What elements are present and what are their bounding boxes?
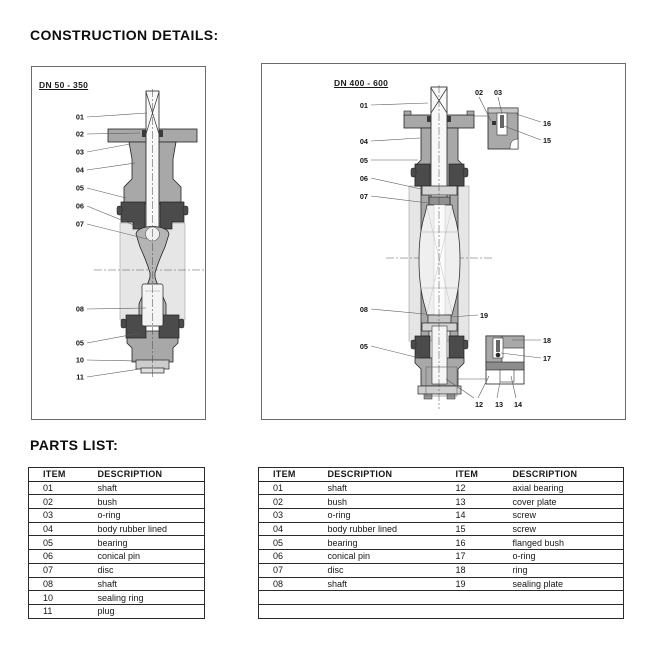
lower-shaft: [432, 326, 447, 384]
column-header: DESCRIPTION: [499, 468, 624, 482]
callout-08: 08: [359, 305, 368, 314]
table-row: [259, 550, 624, 564]
table-cell: 15: [455, 524, 466, 535]
table-cell: 08: [43, 578, 54, 589]
column-header: ITEM: [259, 468, 314, 482]
table-row: [259, 495, 624, 509]
table-cell: shaft: [97, 483, 118, 494]
flange-lip-left: [404, 111, 411, 115]
disc-hub: [429, 197, 450, 205]
table-cell: axial bearing: [512, 483, 564, 494]
table-cell: conical pin: [327, 551, 371, 562]
bush-right: [447, 116, 451, 122]
callout-19: 19: [480, 311, 489, 320]
bush-right: [159, 130, 163, 137]
table-row: [29, 577, 205, 591]
lower-seal-ear-right: [463, 340, 468, 349]
table-row: [29, 522, 205, 536]
table-cell: cover plate: [512, 496, 557, 507]
construction-details-title: CONSTRUCTION DETAILS:: [30, 27, 219, 43]
table-row: [259, 591, 624, 605]
callout-14: 14: [513, 400, 523, 409]
table-cell: screw: [512, 510, 537, 521]
table-cell: 12: [455, 483, 466, 494]
table-cell: ring: [512, 565, 528, 576]
table-row: [259, 563, 624, 577]
table-row: [259, 604, 624, 618]
table-cell: o-ring: [97, 510, 121, 521]
table-cell: 01: [43, 483, 54, 494]
table-cell: 14: [455, 510, 466, 521]
table-row: [259, 481, 624, 495]
header-row: [259, 468, 624, 482]
seal-ear-left: [117, 206, 122, 215]
column-header: ITEM: [29, 468, 84, 482]
table-row: [259, 522, 624, 536]
table-row: [29, 481, 205, 495]
seal-ear-right: [183, 206, 188, 215]
callout-07: 07: [75, 219, 84, 229]
lower-seal-ear-right: [179, 319, 184, 328]
callout-06: 06: [75, 201, 84, 211]
callout-01: 01: [359, 101, 368, 110]
table-cell: bearing: [97, 537, 128, 548]
callout-02: 02: [474, 88, 484, 97]
table-cell: body rubber lined: [97, 524, 168, 535]
table-cell: [442, 591, 499, 605]
table-cell: 10: [43, 592, 54, 603]
o-ring-mark: [492, 121, 496, 125]
column-header: ITEM: [442, 468, 499, 482]
table-cell: 16: [455, 537, 466, 548]
table-row: [29, 495, 205, 509]
callout-04: 04: [359, 137, 368, 146]
table-row: [259, 577, 624, 591]
callout-07: 07: [359, 192, 368, 201]
parts-list-title: PARTS LIST:: [30, 437, 119, 453]
column-header: DESCRIPTION: [84, 468, 205, 482]
table-cell: 06: [43, 551, 54, 562]
table-cell: disc: [97, 565, 114, 576]
screw: [496, 340, 500, 352]
table-cell: [499, 604, 624, 618]
table-cell: 13: [455, 496, 466, 507]
lower-seal-right: [449, 336, 464, 358]
valve-cross-section-dn400-600: [262, 64, 625, 419]
table-cell: bush: [97, 496, 118, 507]
bush-left: [427, 116, 431, 122]
table-cell: bearing: [327, 537, 358, 548]
table-cell: 03: [273, 510, 284, 521]
sealing-plate: [428, 315, 451, 323]
callout-15: 15: [543, 136, 552, 145]
table-cell: sealing ring: [97, 592, 144, 603]
table-row: [29, 604, 205, 618]
table-cell: conical pin: [97, 551, 141, 562]
callouts: [76, 113, 85, 382]
table-cell: 11: [43, 606, 53, 617]
flange-lip-right: [467, 111, 474, 115]
callout-17: 17: [543, 354, 552, 363]
parts-table-dn50-350: [28, 467, 205, 619]
callout-04: 04: [75, 165, 84, 175]
table-cell: 17: [455, 551, 466, 562]
range-label-dn400-600: DN 400 - 600: [334, 78, 389, 88]
lower-seal-left: [415, 336, 430, 358]
upper-seal-left: [415, 164, 430, 186]
table-cell: screw: [512, 524, 537, 535]
table-cell: 07: [43, 565, 54, 576]
table-cell: 01: [273, 483, 284, 494]
callout-08: 08: [75, 304, 84, 314]
table-cell: 19: [455, 578, 466, 589]
table-cell: [314, 591, 442, 605]
table-cell: 04: [273, 524, 284, 535]
screw: [500, 115, 504, 128]
table-cell: body rubber lined: [327, 524, 398, 535]
callout-05b: 05: [75, 338, 84, 348]
bolt-left: [424, 394, 432, 399]
table-cell: [259, 591, 314, 605]
header-row: [29, 468, 205, 482]
column-header: DESCRIPTION: [314, 468, 442, 482]
bush-left: [142, 130, 146, 137]
lower-seal-ear-left: [121, 319, 126, 328]
table-cell: 03: [43, 510, 54, 521]
upper-seal-right: [449, 164, 464, 186]
callout-18: 18: [543, 336, 552, 345]
table-cell: 02: [273, 496, 284, 507]
callout-12: 12: [474, 400, 484, 409]
lower-seal-ear-left: [411, 340, 416, 349]
callout-13: 13: [494, 400, 504, 409]
table-row: [259, 536, 624, 550]
table-cell: [499, 591, 624, 605]
table-cell: 02: [43, 496, 54, 507]
conical-pin-band: [422, 186, 457, 195]
table-cell: shaft: [97, 578, 118, 589]
o-ring-mark: [496, 353, 501, 358]
callout-10: 10: [75, 355, 84, 365]
range-label-dn50-350: DN 50 - 350: [39, 80, 89, 90]
table-cell: 06: [273, 551, 284, 562]
table-row: [29, 550, 205, 564]
table-cell: bush: [327, 496, 348, 507]
callout-05: 05: [75, 183, 84, 193]
table-cell: 05: [273, 537, 284, 548]
table-cell: flanged bush: [512, 537, 565, 548]
callout-01: 01: [75, 112, 84, 122]
callout-16: 16: [543, 119, 552, 128]
table-row: [29, 509, 205, 523]
table-cell: 05: [43, 537, 54, 548]
callout-02: 02: [75, 129, 84, 139]
table-cell: [314, 604, 442, 618]
table-cell: plug: [97, 606, 115, 617]
cover-plate: [418, 386, 461, 394]
valve-cross-section-dn50-350: [32, 67, 205, 419]
table-cell: 04: [43, 524, 54, 535]
seal-ear-right: [463, 168, 468, 177]
seal-ear-left: [411, 168, 416, 177]
table-cell: sealing plate: [512, 578, 564, 589]
table-row: [29, 563, 205, 577]
table-cell: [259, 604, 314, 618]
table-cell: o-ring: [512, 551, 536, 562]
diagram-dn50-350: [31, 66, 206, 420]
table-cell: 07: [273, 565, 284, 576]
table-cell: [442, 604, 499, 618]
table-cell: disc: [327, 565, 344, 576]
bolt-right: [447, 394, 455, 399]
table-row: [29, 536, 205, 550]
callout-06: 06: [359, 174, 368, 183]
callout-05: 05: [359, 156, 368, 165]
callout-03: 03: [493, 88, 503, 97]
callout-03: 03: [75, 147, 84, 157]
table-cell: shaft: [327, 578, 348, 589]
table-cell: o-ring: [327, 510, 351, 521]
table-row: [29, 591, 205, 605]
table-cell: shaft: [327, 483, 348, 494]
parts-table-dn400-600: [258, 467, 624, 619]
table-cell: 18: [455, 565, 466, 576]
table-cell: 08: [273, 578, 284, 589]
diagram-dn400-600: [261, 63, 626, 420]
callout-11: 11: [76, 372, 84, 382]
table-row: [259, 509, 624, 523]
callout-05b: 05: [359, 342, 368, 351]
